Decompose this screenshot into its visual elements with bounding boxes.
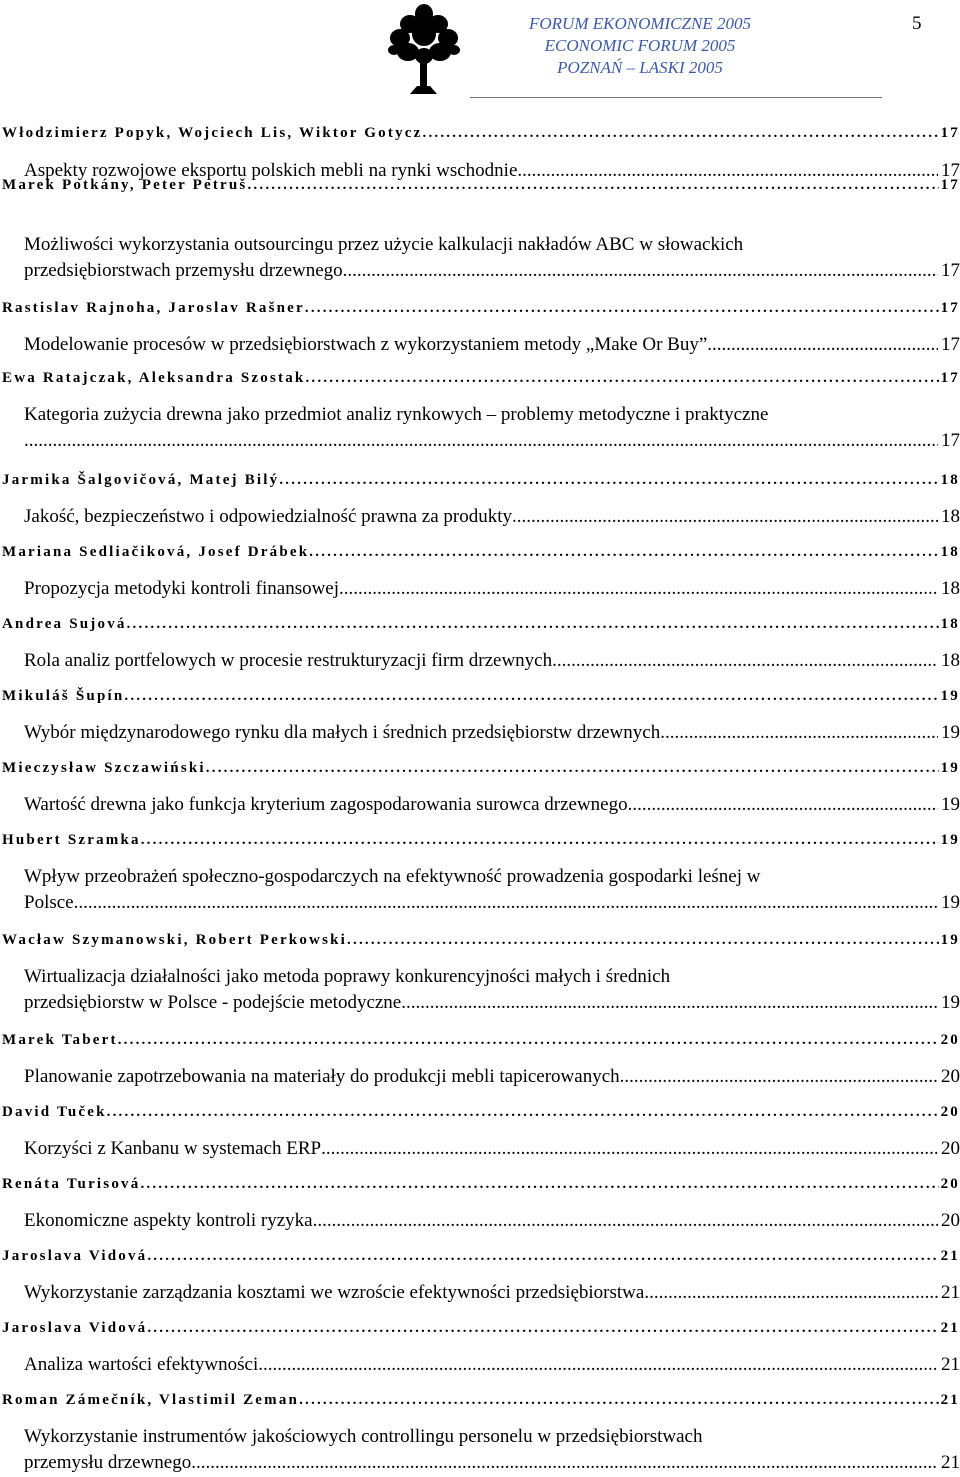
toc-authors: Włodzimierz Popyk, Wojciech Lis, Wiktor Gotycz — [2, 125, 423, 141]
leader-dots — [321, 1136, 938, 1162]
toc-title-last-line — [24, 428, 960, 454]
toc-author-page: 20 — [940, 1032, 960, 1048]
toc-title-entry[interactable] — [24, 648, 960, 674]
toc-title-last-line — [24, 1136, 960, 1162]
toc-title-last-line — [24, 1352, 960, 1378]
toc-author-page: 17 — [940, 370, 960, 386]
toc-author-line[interactable] — [0, 123, 960, 143]
toc-authors: Marek Potkány, Peter Petruš — [2, 177, 248, 193]
header-line-2: ECONOMIC FORUM 2005 — [544, 36, 736, 55]
toc-title-entry[interactable] — [24, 1208, 960, 1234]
toc-title-text: Rola analiz portfelowych w procesie restrukturyzacji firm drzewnych — [24, 650, 553, 671]
leader-dots — [347, 930, 939, 950]
toc-title-line: Wirtualizacja działalności jako metoda poprawy konkurencyjności małych i średnich — [24, 966, 671, 987]
toc-authors: David Tuček — [2, 1104, 107, 1120]
leader-dots — [147, 1246, 938, 1266]
toc-title-last-line — [24, 332, 960, 358]
leader-dots — [309, 542, 938, 562]
toc-title-text: Wybór międzynarodowego rynku dla małych i średnich przedsiębiorstw drzewnych — [24, 722, 661, 743]
leader-dots — [258, 1352, 938, 1378]
toc-author-line[interactable] — [0, 830, 960, 850]
toc-author-page: 20 — [940, 1104, 960, 1120]
toc-title-entry[interactable] — [24, 504, 960, 530]
toc-title-last-line — [24, 890, 960, 916]
toc-title-entry[interactable] — [24, 332, 960, 358]
toc-author-line[interactable] — [0, 1318, 960, 1338]
toc-title-text: Polsce — [24, 892, 74, 913]
toc-title-page: 21 — [941, 1282, 960, 1303]
toc-authors: Jarmika Šalgovičová, Matej Bilý — [2, 472, 280, 488]
toc-author-page: 19 — [940, 832, 960, 848]
toc-title-page: 20 — [941, 1138, 960, 1159]
toc-author-line[interactable] — [0, 1030, 960, 1050]
tree-logo-icon — [380, 2, 468, 96]
toc-author-line[interactable] — [0, 1102, 960, 1122]
toc-title-entry[interactable] — [24, 792, 960, 818]
toc-author-page: 19 — [940, 932, 960, 948]
toc-title-last-line — [24, 648, 960, 674]
toc-title-last-line — [24, 1064, 960, 1090]
leader-dots — [305, 298, 939, 318]
toc-title-last-line — [24, 720, 960, 746]
toc-author-line[interactable] — [0, 175, 960, 195]
leader-dots — [644, 1280, 938, 1306]
leader-dots — [401, 990, 938, 1016]
toc-title-page: 19 — [941, 892, 960, 913]
header-title — [470, 13, 810, 79]
toc-title-entry[interactable] — [24, 1280, 960, 1306]
toc-authors: Rastislav Rajnoha, Jaroslav Rašner — [2, 300, 305, 316]
leader-dots — [707, 332, 938, 358]
leader-dots — [660, 720, 938, 746]
toc-authors: Jaroslava Vidová — [2, 1320, 148, 1336]
leader-dots — [279, 470, 938, 490]
toc-title-entry[interactable] — [24, 1352, 960, 1378]
toc-title-text: Jakość, bezpieczeństwo i odpowiedzialność prawna za produkty — [24, 506, 513, 527]
toc-author-page: 21 — [940, 1320, 960, 1336]
toc-title-entry[interactable] — [24, 576, 960, 602]
header-line-3: POZNAŃ – LASKI 2005 — [557, 58, 723, 77]
toc-author-line[interactable] — [0, 1174, 960, 1194]
toc-title-text: Korzyści z Kanbanu w systemach ERP — [24, 1138, 322, 1159]
toc-author-line[interactable] — [0, 298, 960, 318]
toc-title-page: 18 — [941, 506, 960, 527]
toc-author-line[interactable] — [0, 930, 960, 950]
leader-dots — [147, 1318, 938, 1338]
toc-authors: Mieczysław Szczawiński — [2, 760, 206, 776]
header-line-1: FORUM EKONOMICZNE 2005 — [529, 14, 751, 33]
leader-dots — [620, 1064, 938, 1090]
toc-title-last-line — [24, 1450, 960, 1476]
toc-authors: Renáta Turisová — [2, 1176, 141, 1192]
toc-title-entry[interactable] — [24, 232, 960, 284]
toc-title-page: 17 — [941, 160, 960, 181]
toc-title-text: przemysłu drzewnego — [24, 1452, 192, 1473]
toc-author-page: 17 — [940, 300, 960, 316]
toc-title-page: 17 — [941, 430, 960, 451]
toc-title-entry[interactable] — [24, 964, 960, 1016]
leader-dots — [552, 648, 938, 674]
toc-authors: Mariana Sedliačiková, Josef Drábek — [2, 544, 310, 560]
toc-author-line[interactable] — [0, 368, 960, 388]
leader-dots — [24, 428, 938, 454]
toc-authors: Ewa Ratajczak, Aleksandra Szostak — [2, 370, 306, 386]
leader-dots — [343, 258, 938, 284]
toc-title-last-line — [24, 576, 960, 602]
toc-author-line[interactable] — [0, 470, 960, 490]
toc-title-page: 17 — [941, 260, 960, 281]
toc-title-page: 18 — [941, 650, 960, 671]
toc-title-text: Aspekty rozwojowe eksportu polskich mebli na rynki wschodnie — [24, 160, 518, 181]
toc-author-page: 17 — [940, 125, 960, 141]
toc-title-text: Planowanie zapotrzebowania na materiały do produkcji mebli tapicerowanych — [24, 1066, 620, 1087]
leader-dots — [423, 123, 939, 143]
toc-authors: Andrea Sujová — [2, 616, 127, 632]
toc-title-text: Propozycja metodyki kontroli finansowej — [24, 578, 340, 599]
toc-author-page: 18 — [940, 472, 960, 488]
toc-authors: Roman Zámečník, Vlastimil Zeman — [2, 1392, 300, 1408]
toc-author-line[interactable] — [0, 1390, 960, 1410]
toc-title-text: Analiza wartości efektywności — [24, 1354, 259, 1375]
leader-dots — [305, 368, 938, 388]
toc-author-page: 21 — [940, 1392, 960, 1408]
toc-title-page: 17 — [941, 334, 960, 355]
toc-authors: Marek Tabert — [2, 1032, 118, 1048]
toc-title-page: 20 — [941, 1210, 960, 1231]
leader-dots — [313, 1208, 938, 1234]
leader-dots — [339, 576, 938, 602]
toc-author-line[interactable] — [0, 758, 960, 778]
toc-author-page: 18 — [940, 544, 960, 560]
toc-title-text: przedsiębiorstw w Polsce - podejście metodyczne — [24, 992, 402, 1013]
toc-title-page: 21 — [941, 1452, 960, 1473]
page-number: 5 — [912, 13, 922, 34]
leader-dots — [206, 758, 939, 778]
leader-dots — [140, 1174, 938, 1194]
toc-title-line: Możliwości wykorzystania outsourcingu przez użycie kalkulacji nakładów ABC w słowackich — [24, 234, 744, 255]
toc-title-line: Kategoria zużycia drewna jako przedmiot analiz rynkowych – problemy metodyczne i praktyczne — [24, 404, 769, 425]
leader-dots — [124, 686, 938, 706]
toc-authors: Wacław Szymanowski, Robert Perkowski — [2, 932, 348, 948]
toc-title-last-line — [24, 990, 960, 1016]
toc-title-page: 21 — [941, 1354, 960, 1375]
toc-title-page: 20 — [941, 1066, 960, 1087]
toc-title-entry[interactable] — [24, 720, 960, 746]
toc-author-line[interactable] — [0, 686, 960, 706]
toc-title-text: Modelowanie procesów w przedsiębiorstwach z wykorzystaniem metody „Make Or Buy” — [24, 334, 708, 355]
toc-authors: Hubert Szramka — [2, 832, 141, 848]
toc-authors: Mikuláš Šupín — [2, 688, 125, 704]
toc-author-line[interactable] — [0, 614, 960, 634]
toc-title-entry[interactable] — [24, 864, 960, 916]
leader-dots — [299, 1390, 938, 1410]
toc-author-page: 20 — [940, 1176, 960, 1192]
leader-dots — [107, 1102, 939, 1122]
toc-title-page: 18 — [941, 578, 960, 599]
toc-author-line[interactable] — [0, 542, 960, 562]
toc-title-entry[interactable] — [24, 402, 960, 454]
toc-author-page: 21 — [940, 1248, 960, 1264]
toc-title-page: 19 — [941, 722, 960, 743]
leader-dots — [191, 1450, 938, 1476]
toc-title-entry[interactable] — [24, 1136, 960, 1162]
toc-title-last-line — [24, 258, 960, 284]
toc-author-page: 19 — [940, 688, 960, 704]
leader-dots — [628, 792, 938, 818]
toc-title-line: Wykorzystanie instrumentów jakościowych controllingu personelu w przedsiębiorstwach — [24, 1426, 703, 1447]
leader-dots — [141, 830, 939, 850]
toc-title-text: Wykorzystanie zarządzania kosztami we wzroście efektywności przedsiębiorstwa — [24, 1282, 645, 1303]
toc-title-line: Wpływ przeobrażeń społeczno-gospodarczych na efektywność prowadzenia gospodarki leśnej w — [24, 866, 761, 887]
leader-dots — [118, 1030, 939, 1050]
toc-title-last-line — [24, 504, 960, 530]
toc-title-last-line — [24, 1280, 960, 1306]
header-divider — [470, 97, 882, 98]
toc-title-text: Wartość drewna jako funkcja kryterium zagospodarowania surowca drzewnego — [24, 794, 628, 815]
leader-dots — [127, 614, 939, 634]
toc-title-text: Ekonomiczne aspekty kontroli ryzyka — [24, 1210, 313, 1231]
toc-author-page: 17 — [940, 177, 960, 193]
toc-title-page: 19 — [941, 992, 960, 1013]
leader-dots — [74, 890, 938, 916]
toc-title-page: 19 — [941, 794, 960, 815]
toc-title-text: przedsiębiorstwach przemysłu drzewnego — [24, 260, 343, 281]
toc-author-page: 19 — [940, 760, 960, 776]
toc-title-entry[interactable] — [24, 1424, 960, 1476]
leader-dots — [247, 175, 938, 195]
leader-dots — [512, 504, 938, 530]
toc-title-last-line — [24, 792, 960, 818]
toc-title-entry[interactable] — [24, 1064, 960, 1090]
toc-author-line[interactable] — [0, 1246, 960, 1266]
toc-authors: Jaroslava Vidová — [2, 1248, 148, 1264]
toc-title-last-line — [24, 1208, 960, 1234]
toc-author-page: 18 — [940, 616, 960, 632]
